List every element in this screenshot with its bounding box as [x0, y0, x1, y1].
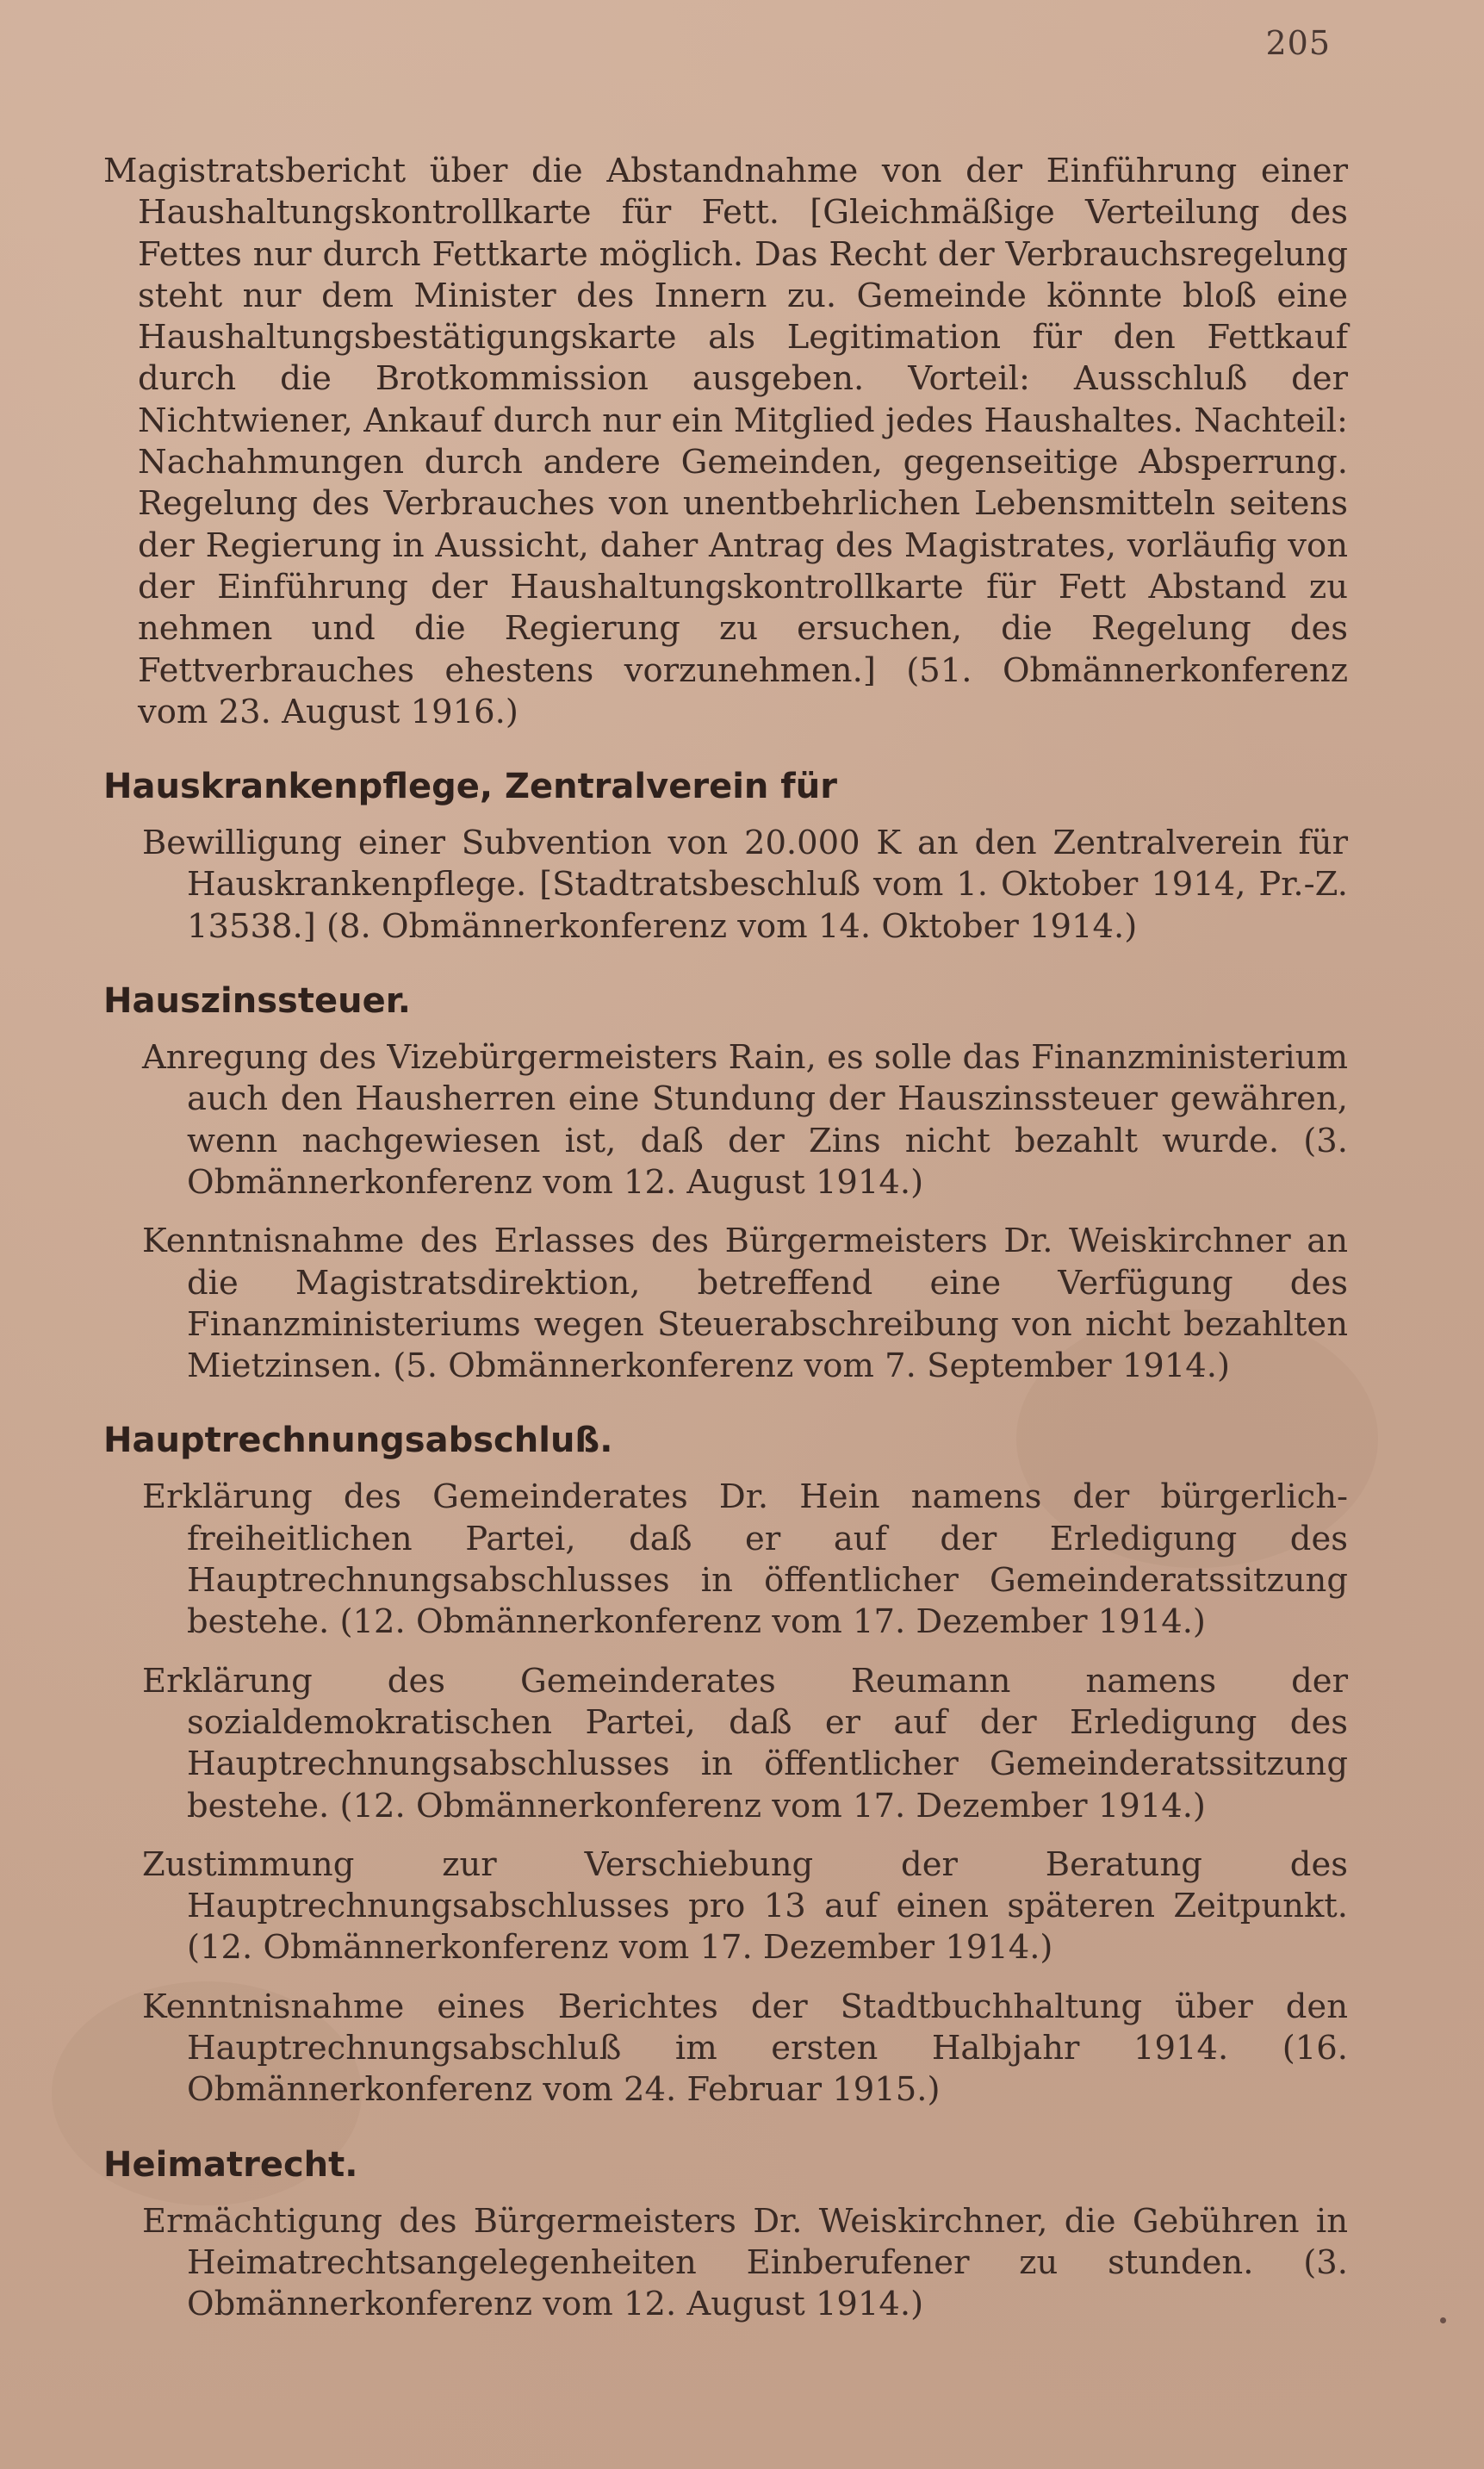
section-entry: Bewilligung einer Subvention von 20.000 K an den Zentralverein für Hauskrankenpflege. [Stadtratsbeschluß vom 1. Oktober 1914, Pr.-Z. 13538.] (8. Obmännerkonferenz vom 14. Oktober 1914.): [142, 824, 1348, 946]
page-content: [103, 151, 1348, 2342]
section-heading: Heimatrecht.: [103, 2144, 358, 2185]
section-entry: Erklärung des Gemeinderates Dr. Hein namens der bürgerlich-freiheitlichen Partei, daß er auf der Erledigung des Hauptrechnungsabschlusses in öffentlicher Gemeinderatssitzung bestehe. (12. Obmännerkonferenz vom 17. Dezember 1914.): [142, 1477, 1348, 1642]
section-heading: Hauszinssteuer.: [103, 981, 411, 1022]
section-entry: Ermächtigung des Bürgermeisters Dr. Weiskirchner, die Gebühren in Heimatrechtsangelegenheiten Einberufener zu stunden. (3. Obmännerkonferenz vom 12. August 1914.): [142, 2201, 1348, 2324]
section-entry: Erklärung des Gemeinderates Reumann namens der sozialdemokratischen Partei, daß er auf der Erledigung des Hauptrechnungsabschlusses in öffentlicher Gemeinderatssitzung bestehe. (12. Obmännerkonferenz vom 17. Dezember 1914.): [142, 1661, 1348, 1825]
section-heading: Hauptrechnungsabschluß.: [103, 1421, 613, 1461]
page-number: 205: [1265, 24, 1331, 62]
section-hauszinssteuer: [103, 979, 1348, 1387]
section-entry: Kenntnisnahme des Erlasses des Bürgermeisters Dr. Weiskirchner an die Magistratsdirektion, betreffend eine Verfügung des Finanzministeriums wegen Steuerabschreibung von nicht bezahlten Mietzinsen. (5. Obmännerkonferenz vom 7. September 1914.): [142, 1222, 1348, 1386]
section-heading: Hauskrankenpflege, Zentralverein für: [103, 767, 837, 807]
section-hauskrankenpflege: [103, 764, 1348, 948]
intro-entry: Magistratsbericht über die Abstandnahme von der Einführung einer Haushaltungskontrollkarte für Fett. [Gleichmäßige Verteilung des Fettes nur durch Fettkarte möglich. Das Recht der Verbrauchsregelung steht nur dem Minister des Innern zu. Gemeinde könnte bloß eine Haushaltungsbestätigungskarte als Legitimation für den Fettkauf durch die Brotkommission ausgeben. Vorteil: Ausschluß der Nichtwiener, Ankauf durch nur ein Mitglied jedes Haushaltes. Nachteil: Nachahmungen durch andere Gemeinden, gegenseitige Absperrung. Regelung des Verbrauches von unentbehrlichen Lebensmitteln seitens der Regierung in Aussicht, daher Antrag des Magistrates, vorläufig von der Einführung der Haushaltungskontrollkarte für Fett Abstand zu nehmen und die Regierung zu ersuchen, die Regelung des Fettverbrauches ehestens vorzunehmen.] (51. Obmännerkonferenz vom 23. August 1916.): [103, 152, 1348, 731]
section-heimatrecht: [103, 2142, 1348, 2326]
section-hauptrechnungsabschluss: [103, 1418, 1348, 2111]
section-entry: Anregung des Vizebürgermeisters Rain, es solle das Finanzministerium auch den Hausherren eine Stundung der Hauszinssteuer gewähren, wenn nachgewiesen ist, daß der Zins nicht bezahlt wurde. (3. Obmännerkonferenz vom 12. August 1914.): [142, 1038, 1348, 1202]
paper-speck: [1440, 2317, 1446, 2323]
section-entry: Zustimmung zur Verschiebung der Beratung des Hauptrechnungsabschlusses pro 13 auf einen späteren Zeitpunkt. (12. Obmännerkonferenz vom 17. Dezember 1914.): [142, 1844, 1348, 1968]
section-entry: Kenntnisnahme eines Berichtes der Stadtbuchhaltung über den Hauptrechnungsabschluß im ersten Halbjahr 1914. (16. Obmännerkonferenz vom 24. Februar 1915.): [142, 1987, 1348, 2110]
